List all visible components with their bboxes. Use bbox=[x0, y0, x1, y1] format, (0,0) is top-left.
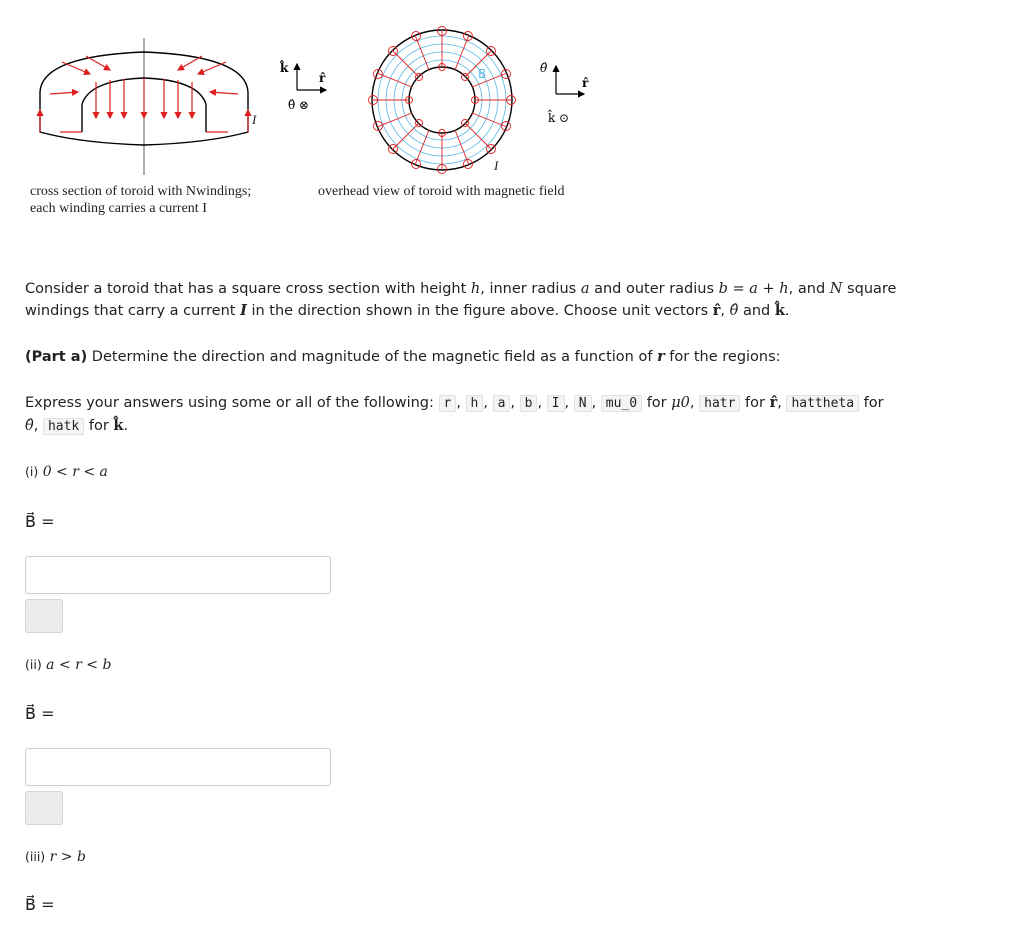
intro-text: windings that carry a current bbox=[25, 303, 241, 319]
k-out-label: k̂ ⊙ bbox=[548, 111, 570, 125]
intro-paragraph bbox=[25, 278, 985, 322]
var-b-eq: b = a + h bbox=[718, 281, 789, 297]
part-i-label bbox=[25, 464, 108, 480]
intro-text: , and bbox=[788, 281, 830, 297]
sep: and bbox=[738, 303, 775, 319]
theta-hat-label: θ̂ bbox=[540, 61, 548, 75]
theta-into-label: θ̂ ⊗ bbox=[288, 98, 310, 112]
var-code: r bbox=[439, 395, 457, 412]
cross-section-toroid bbox=[40, 38, 257, 175]
part-a-label: (Part a) bbox=[25, 349, 88, 365]
left-caption-line1: cross section of toroid with Nwindings; bbox=[30, 184, 252, 199]
for-text: for bbox=[859, 395, 884, 411]
var-I: I bbox=[240, 302, 247, 319]
var-code: mu_0 bbox=[601, 395, 642, 412]
toroid-figure bbox=[0, 0, 1024, 240]
answer-input-i[interactable] bbox=[25, 556, 331, 594]
var-r: r bbox=[657, 348, 665, 365]
var-code: b bbox=[520, 395, 538, 412]
var-h: h bbox=[470, 281, 481, 297]
left-caption bbox=[30, 183, 251, 217]
var-a: a bbox=[580, 281, 590, 297]
var-code: hattheta bbox=[786, 395, 859, 412]
field-label: B bbox=[478, 67, 487, 81]
current-label-right: I bbox=[494, 158, 499, 173]
part-number: (iii) bbox=[25, 849, 46, 864]
right-axes bbox=[540, 61, 589, 125]
for-text: for bbox=[642, 395, 672, 411]
intro-text: and outer radius bbox=[589, 281, 719, 297]
var-code: hatr bbox=[699, 395, 740, 412]
intro-text: Consider a toroid that has a square cross section with height bbox=[25, 281, 471, 297]
b-equals-label: B⃗ = bbox=[25, 895, 55, 914]
r-hat-label-right: r̂ bbox=[582, 76, 589, 90]
mu0: μ0 bbox=[671, 395, 690, 411]
answer-input-ii[interactable] bbox=[25, 748, 331, 786]
k-hat: k̂ bbox=[113, 417, 124, 434]
part-a-text: Determine the direction and magnitude of the magnetic field as a function of bbox=[87, 349, 658, 365]
var-code: hatk bbox=[43, 418, 84, 435]
sep: . bbox=[123, 418, 129, 434]
k-hat: k̂ bbox=[774, 302, 785, 319]
var-code: I bbox=[547, 395, 565, 412]
left-caption-line2: each winding carries a current I bbox=[30, 201, 207, 216]
b-equals-label: B⃗ = bbox=[25, 512, 55, 531]
part-range: 0 < r < a bbox=[42, 464, 108, 480]
theta-hat: θ̂ bbox=[25, 418, 34, 434]
current-label-left: I bbox=[252, 112, 257, 127]
var-N: N bbox=[829, 281, 843, 297]
var-code: h bbox=[466, 395, 484, 412]
intro-text: square bbox=[842, 281, 897, 297]
part-number: (i) bbox=[25, 464, 39, 479]
r-hat-label: r̂ bbox=[319, 71, 326, 85]
k-hat-label: k̂ bbox=[280, 61, 289, 75]
r-hat: r̂ bbox=[712, 302, 721, 319]
r-hat: r̂ bbox=[769, 394, 778, 411]
part-iii-label bbox=[25, 849, 86, 865]
part-range: a < r < b bbox=[46, 657, 112, 673]
for-text: for bbox=[740, 395, 770, 411]
submit-button-i[interactable] bbox=[25, 599, 63, 633]
theta-hat: θ̂ bbox=[729, 303, 739, 319]
submit-button-ii[interactable] bbox=[25, 791, 63, 825]
right-caption: overhead view of toroid with magnetic field bbox=[318, 184, 565, 199]
var-code: N bbox=[574, 395, 592, 412]
for-text: for bbox=[84, 418, 114, 434]
problem-statement bbox=[25, 278, 985, 438]
var-code: a bbox=[493, 395, 511, 412]
part-ii-label bbox=[25, 657, 111, 673]
part-number: (ii) bbox=[25, 657, 42, 672]
overhead-toroid bbox=[369, 27, 516, 174]
intro-text: in the direction shown in the figure above. Choose unit vectors bbox=[246, 303, 713, 319]
left-axes bbox=[279, 59, 326, 112]
express-paragraph: Express your answers using some or all of the following: r , h , a , b , I , N , mu_0 for μ0, hatr for r̂, hattheta for θ̂, hatk for k̂. bbox=[25, 394, 884, 434]
express-text: Express your answers using some or all of the following: bbox=[25, 395, 439, 411]
sep: . bbox=[784, 303, 790, 319]
part-a-paragraph bbox=[25, 346, 985, 368]
sep: , bbox=[720, 303, 730, 319]
part-a-text: for the regions: bbox=[664, 349, 781, 365]
b-equals-label: B⃗ = bbox=[25, 704, 55, 723]
part-range: r > b bbox=[49, 849, 86, 865]
intro-text: , inner radius bbox=[480, 281, 581, 297]
